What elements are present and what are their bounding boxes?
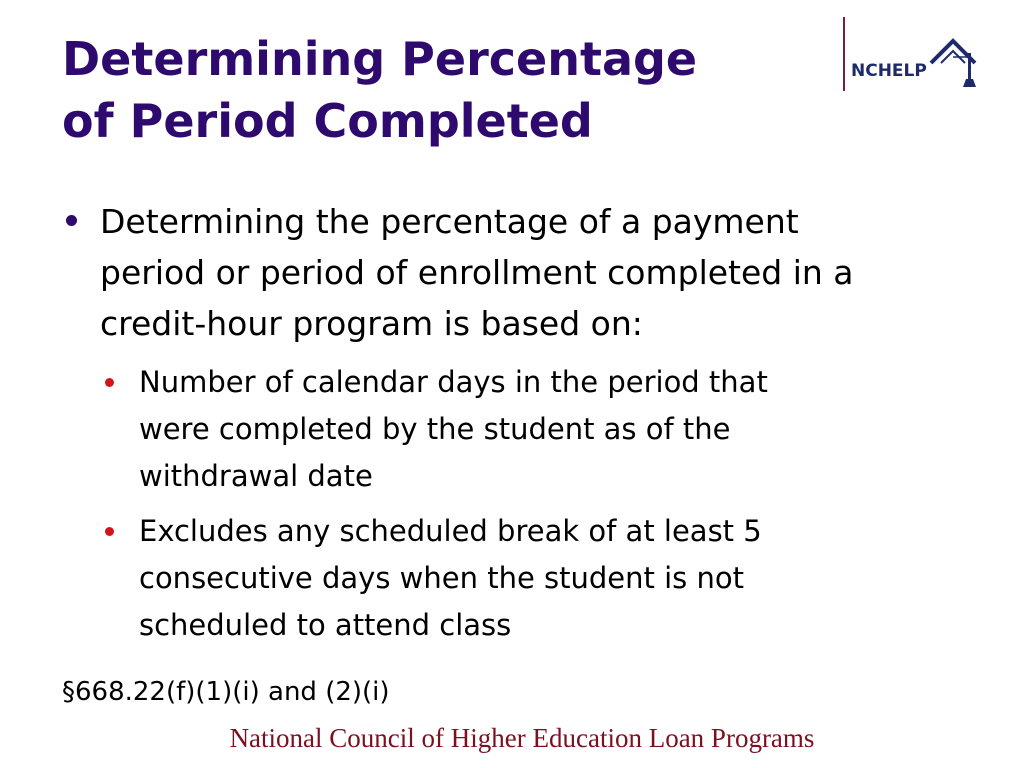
sub-bullet-line: withdrawal date xyxy=(139,459,373,493)
logo-text: NCHELP xyxy=(851,61,927,81)
sub-bullet-line: Number of calendar days in the period that xyxy=(139,365,768,399)
slide-body xyxy=(62,196,982,657)
sub-bullet-list xyxy=(62,359,982,649)
sub-bullet-line: were completed by the student as of the xyxy=(139,412,731,446)
bullet-line-2: period or period of enrollment completed in a xyxy=(100,253,854,292)
sub-bullet-item xyxy=(100,508,982,649)
regulation-citation: §668.22(f)(1)(i) and (2)(i) xyxy=(62,677,390,707)
bullet-line-1: Determining the percentage of a payment xyxy=(100,202,799,241)
slide-title xyxy=(62,28,802,152)
bullet-line-3: credit-hour program is based on: xyxy=(100,304,643,343)
sub-bullet-item xyxy=(100,359,982,500)
sub-bullet-dot xyxy=(105,378,114,387)
sub-bullet-line: consecutive days when the student is not xyxy=(139,561,744,595)
bullet-dot xyxy=(66,215,77,226)
slide-title-line-2: of Period Completed xyxy=(62,94,593,148)
nchelp-logo xyxy=(843,17,981,91)
sub-bullet-line: scheduled to attend class xyxy=(139,608,512,642)
footer-organization-name: National Council of Higher Education Loan Programs xyxy=(229,723,815,753)
sub-bullet-dot xyxy=(105,527,114,536)
slide-title-line-1: Determining Percentage xyxy=(62,32,698,86)
sub-bullet-line: Excludes any scheduled break of at least 5 xyxy=(139,514,762,548)
bullet-item xyxy=(62,196,982,349)
